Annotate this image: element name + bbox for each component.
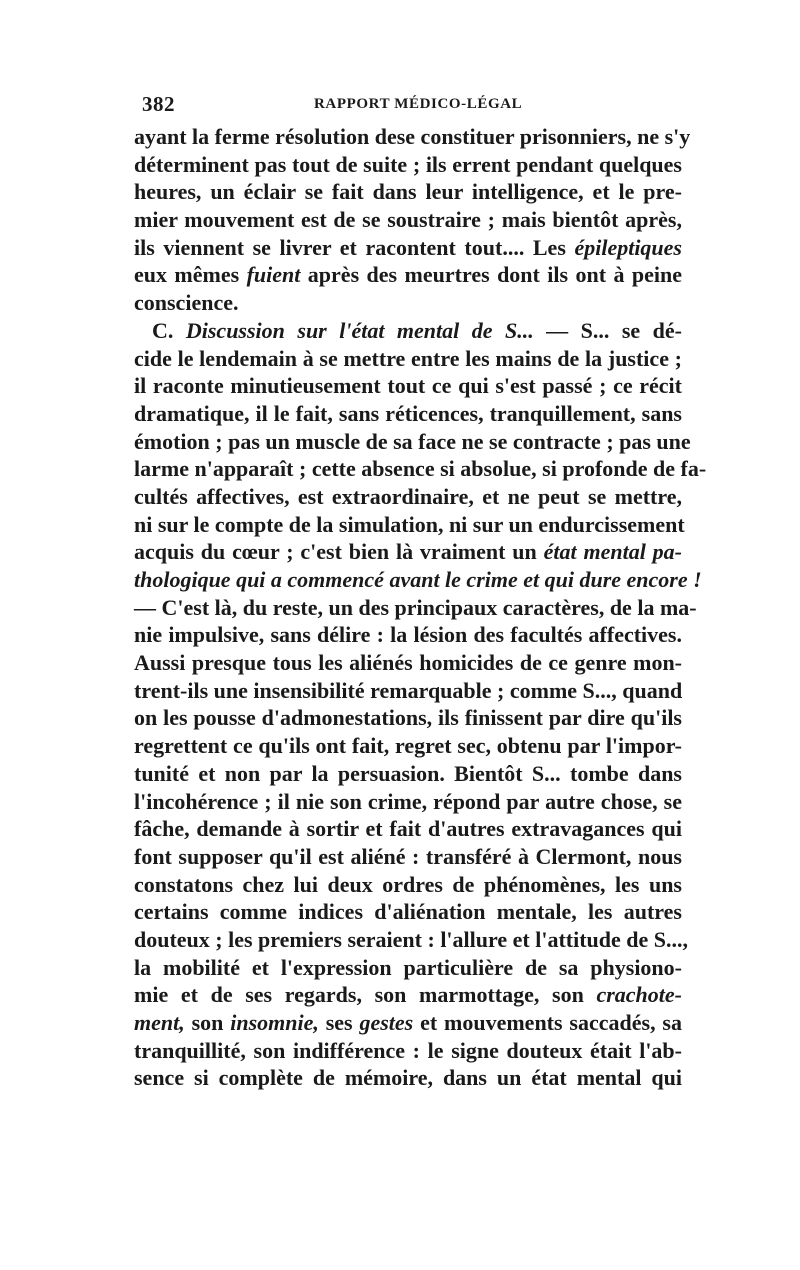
text-segment: Aussi presque tous les aliénés homicides de ce genre mon-	[134, 650, 682, 676]
text-line	[134, 621, 682, 649]
text-segment: sence si complète de mémoire, dans un état mental qui	[134, 1065, 682, 1091]
text-segment: cultés affectives, est extraordinaire, et ne peut se mettre,	[134, 483, 682, 509]
text-segment: l'incohérence ; il nie son crime, répond par autre chose, se	[134, 788, 682, 814]
text-segment: C.	[152, 317, 186, 343]
text-segment: nie impulsive, sans délire : la lésion des facultés affectives.	[134, 622, 682, 648]
text-line	[134, 289, 682, 317]
text-line	[134, 954, 682, 982]
text-line	[134, 428, 691, 456]
text-line	[134, 1064, 682, 1092]
text-segment: ils viennent se livrer et racontent tout.... Les	[134, 234, 575, 260]
text-segment: il raconte minutieusement tout ce qui s'est passé ; ce récit	[134, 373, 682, 399]
text-line	[134, 926, 689, 954]
text-segment: — C'est là, du reste, un des principaux caractères, de la ma-	[134, 594, 697, 620]
text-line	[134, 815, 682, 843]
running-title: RAPPORT MÉDICO-LÉGAL	[314, 96, 523, 112]
text-segment: constatons chez lui deux ordres de phénomènes, les uns	[134, 871, 682, 897]
text-segment: font supposer qu'il est aliéné : transféré à Clermont, nous	[134, 843, 682, 869]
italic-segment: état mental pa-	[543, 539, 683, 565]
text-line	[134, 1009, 682, 1037]
text-segment: fâche, demande à sortir et fait d'autres extravagances qui	[134, 816, 682, 842]
text-segment: mie et de ses regards, son marmottage, son	[134, 982, 597, 1008]
text-line	[134, 1037, 682, 1065]
running-head	[142, 92, 682, 120]
text-line	[134, 760, 682, 788]
text-segment: acquis du cœur ; c'est bien là vraiment un	[134, 539, 544, 565]
text-segment: émotion ; pas un muscle de sa face ne se contracte ; pas une	[134, 428, 691, 454]
text-segment: on les pousse d'admonestations, ils finissent par dire qu'ils	[134, 705, 682, 731]
text-line	[134, 372, 682, 400]
text-line	[134, 898, 682, 926]
italic-segment: épileptiques	[574, 234, 682, 260]
text-line	[134, 538, 682, 566]
text-line	[134, 455, 707, 483]
text-line	[134, 732, 682, 760]
text-segment: son	[184, 1010, 231, 1035]
text-line	[134, 345, 682, 373]
text-segment: ayant la ferme résolution dese constituer prisonniers, ne s'y	[134, 124, 691, 149]
italic-segment: fuient	[246, 262, 301, 288]
text-line	[134, 483, 682, 511]
text-line	[134, 871, 682, 899]
text-line	[134, 704, 682, 732]
text-line	[134, 677, 682, 705]
text-line	[134, 649, 682, 677]
text-line	[134, 843, 682, 871]
text-segment: trent-ils une insensibilité remarquable ; comme S..., quand	[134, 677, 683, 703]
text-line	[134, 178, 682, 206]
text-line	[134, 261, 682, 289]
text-segment: heures, un éclair se fait dans leur intelligence, et le pre-	[134, 179, 682, 205]
text-segment: la mobilité et l'expression particulière de sa physiono-	[134, 954, 682, 980]
italic-segment: thologique qui a commencé avant le crime et qui dure encore !	[134, 567, 702, 592]
text-line	[134, 206, 682, 234]
text-line	[134, 594, 697, 622]
text-line	[134, 234, 682, 262]
text-segment: après des meurtres dont ils ont à peine	[300, 262, 682, 288]
text-segment: mier mouvement est de se soustraire ; mais bientôt après,	[134, 207, 682, 233]
text-line	[134, 317, 682, 345]
text-segment: dramatique, il le fait, sans réticences, tranquillement, sans	[134, 400, 682, 426]
italic-segment: Discussion sur l'état mental de S...	[185, 317, 534, 343]
italic-segment: ment,	[134, 1010, 185, 1035]
text-segment: ni sur le compte de la simulation, ni sur un endurcissement	[134, 511, 685, 537]
text-segment: déterminent pas tout de suite ; ils errent pendant quelques	[134, 151, 682, 177]
text-segment: douteux ; les premiers seraient : l'allure et l'attitude de S...,	[134, 926, 689, 952]
text-line	[134, 511, 685, 539]
text-line	[134, 566, 702, 594]
body-text	[134, 123, 707, 1092]
text-segment: tranquillité, son indifférence : le signe douteux était l'ab-	[134, 1037, 682, 1063]
text-segment: — S... se dé-	[533, 317, 682, 343]
text-line	[134, 123, 691, 151]
italic-segment: gestes	[359, 1010, 414, 1035]
text-line	[134, 788, 682, 816]
text-line	[134, 981, 682, 1009]
italic-segment: insomnie,	[230, 1010, 319, 1035]
text-segment: tunité et non par la persuasion. Bientôt S... tombe dans	[134, 760, 682, 786]
italic-segment: crachote-	[596, 982, 682, 1008]
text-segment: ses	[318, 1010, 360, 1035]
text-segment: certains comme indices d'aliénation mentale, les autres	[134, 899, 682, 925]
text-segment: regrettent ce qu'ils ont fait, regret sec, obtenu par l'impor-	[134, 733, 682, 759]
text-line	[134, 400, 682, 428]
text-segment: cide le lendemain à se mettre entre les mains de la justice ;	[134, 345, 682, 371]
text-segment: conscience.	[134, 290, 239, 316]
text-segment: eux mêmes	[134, 262, 247, 288]
text-segment: larme n'apparaît ; cette absence si absolue, si profonde de fa-	[134, 456, 707, 482]
page-number: 382	[142, 92, 175, 116]
text-segment: et mouvements saccadés, sa	[413, 1010, 682, 1035]
text-line	[134, 151, 682, 179]
